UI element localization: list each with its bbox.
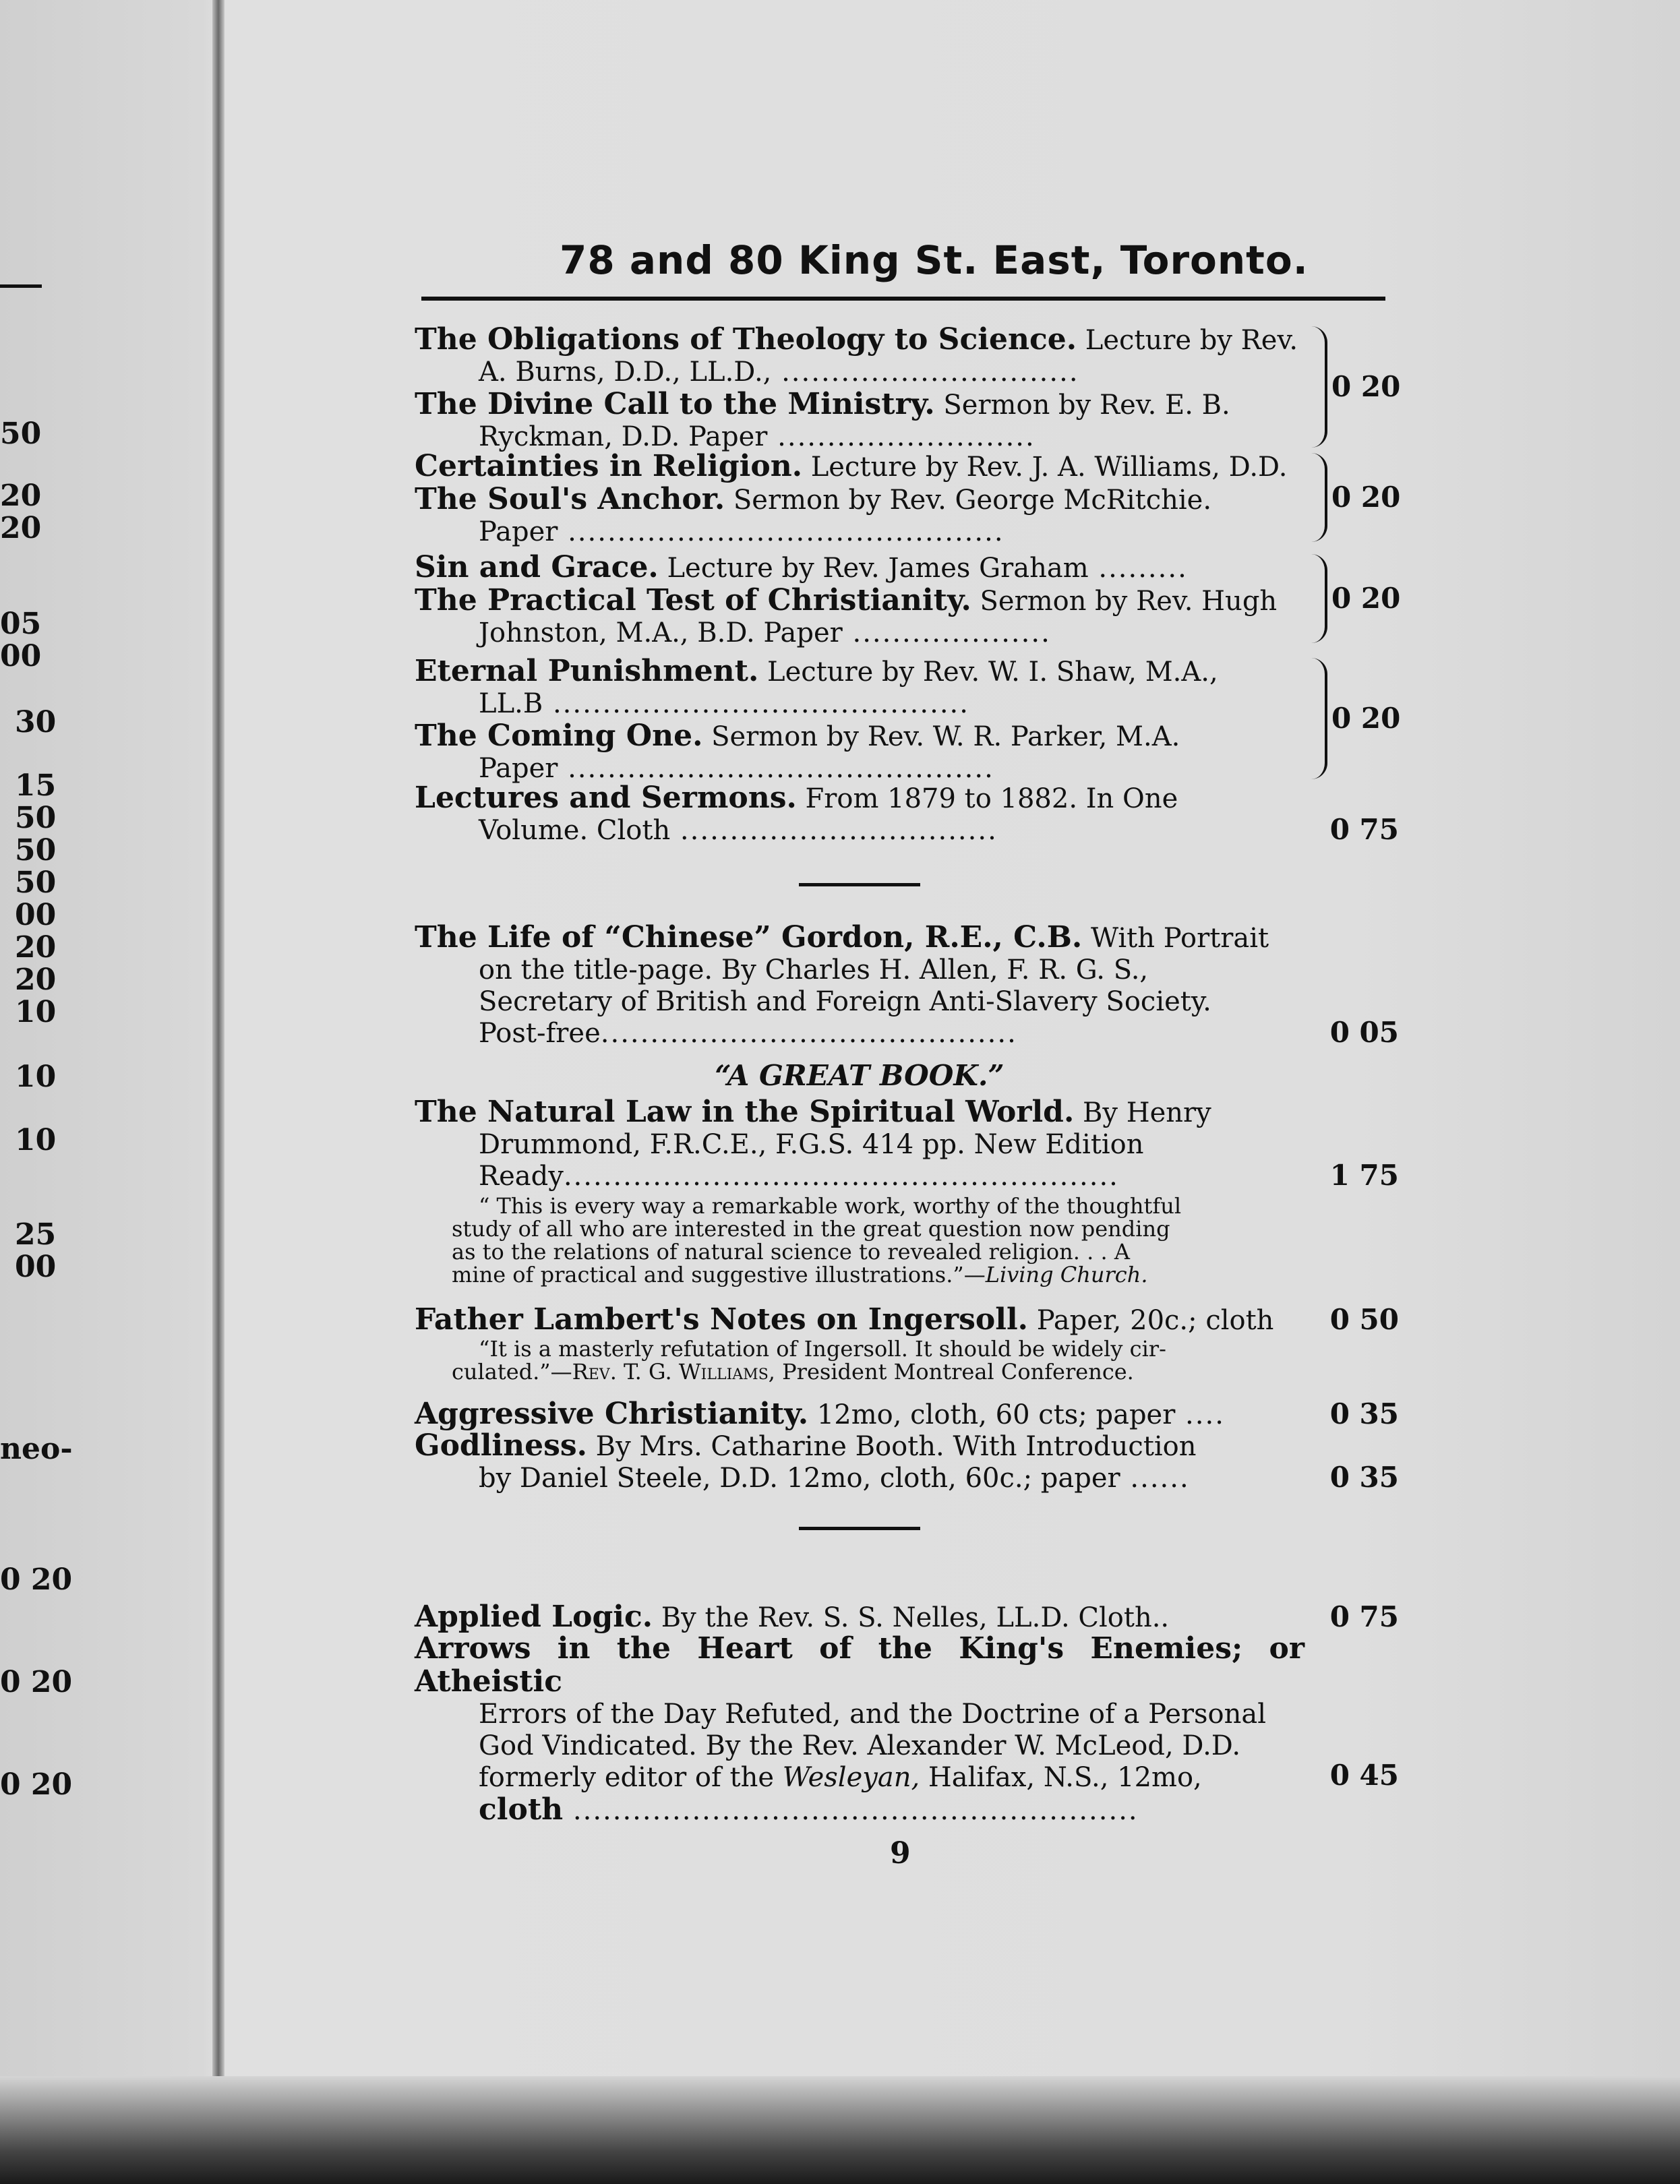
book-group: Sin and Grace. Lecture by Rev. James Graham ......... The Practical Test of Christianity. Sermon by Rev. Hugh Johnston, M.A., B.D. Paper .................... 0 20 <box>415 550 1401 648</box>
facing-price: 20 <box>0 479 42 513</box>
price: 0 35 <box>1329 1397 1399 1430</box>
book-entry: The Natural Law in the Spiritual World. By Henry Drummond, F.R.C.E., F.G.S. 414 pp. New Edition Ready........................................................ 1 75 <box>415 1095 1399 1192</box>
book-entry: Godliness. By Mrs. Catharine Booth. With Introduction by Daniel Steele, D.D. 12mo, cloth, 60c.; paper ...... 0 35 <box>415 1428 1399 1494</box>
section-separator <box>799 883 920 886</box>
book-entry: The Soul's Anchor. Sermon by Rev. George McRitchie. <box>415 482 1212 516</box>
price: 0 05 <box>1329 1016 1399 1049</box>
facing-price: 10 <box>15 995 57 1029</box>
price: 0 20 <box>1331 370 1401 403</box>
facing-price: 10 <box>15 1123 57 1157</box>
review-quote: “It is a masterly refutation of Ingersoll. It should be widely cir- culated.”—Rev. T. G. Williams, President Montreal Conference. <box>452 1336 1166 1385</box>
catalog-listing <box>415 322 1426 1827</box>
brace <box>1311 658 1327 779</box>
facing-price: 50 <box>15 801 57 835</box>
book-entry: The Life of “Chinese” Gordon, R.E., C.B. With Portrait on the title-page. By Charles H. Allen, F. R. G. S., Secretary of British and Foreign Anti-Slavery Society. Post-free.......................................... 0 05 <box>415 920 1399 1049</box>
facing-price: 20 <box>15 930 57 965</box>
facing-price: 20 <box>15 963 57 997</box>
review-quote: “ This is every way a remarkable work, worthy of the thoughtful study of all who are interested in the great question now pending as to the relations of natural science to revealed religion. . . A mine of practical and suggestive illustrations.”—Living Church. <box>452 1193 1182 1287</box>
book-entry: Eternal Punishment. Lecture by Rev. W. I. Shaw, M.A., <box>415 654 1218 688</box>
facing-price: 05 <box>0 607 42 641</box>
facing-price: 0 20 <box>0 1665 73 1699</box>
book-group: Eternal Punishment. Lecture by Rev. W. I. Shaw, M.A., LL.B .......................................... The Coming One. Sermon by Rev. W. R. Parker, M.A. Paper ........................................... 0 20 <box>415 654 1401 784</box>
book-entry: Father Lambert's Notes on Ingersoll. Paper, 20c.; cloth 0 50 <box>415 1302 1399 1337</box>
facing-price: 25 <box>15 1217 57 1252</box>
price: 0 35 <box>1329 1461 1399 1494</box>
book-entry: Arrows in the Heart of the King's Enemies; or Atheistic Errors of the Day Refuted, and the Doctrine of a Personal God Vindicated. By the Rev. Alexander W. McLeod, D.D. formerly editor of the Wesleyan, Halifax, N.S., 12mo, cloth ......................................................... 0 45 <box>415 1631 1399 1827</box>
book-entry: The Practical Test of Christianity. Sermon by Rev. Hugh <box>415 583 1278 617</box>
facing-price: 50 <box>15 866 57 900</box>
book-spine <box>212 0 224 2184</box>
price: 0 75 <box>1329 1600 1399 1633</box>
book-entry: Lectures and Sermons. From 1879 to 1882. In One Volume. Cloth ................................ 0 75 <box>415 781 1399 846</box>
price: 0 45 <box>1329 1759 1399 1792</box>
book-entry: Aggressive Christianity. 12mo, cloth, 60 cts; paper .... 0 35 <box>415 1397 1399 1431</box>
quote-source: Living Church. <box>985 1262 1148 1287</box>
facing-price: 00 <box>15 1250 57 1284</box>
quote-source: Rev. T. G. Williams, <box>572 1359 775 1385</box>
book-entry: Sin and Grace. Lecture by Rev. James Graham ......... <box>415 550 1188 584</box>
price: 0 20 <box>1331 582 1401 615</box>
facing-price: 50 <box>15 833 57 868</box>
brace <box>1311 326 1327 448</box>
brace <box>1311 453 1327 542</box>
price: 0 20 <box>1331 481 1401 514</box>
section-separator <box>799 1527 920 1530</box>
header-rule <box>421 297 1385 301</box>
page-number: 9 <box>890 1836 911 1871</box>
facing-price: 15 <box>15 768 57 803</box>
brace <box>1311 554 1327 643</box>
facing-word-fragment: neo- <box>0 1432 73 1466</box>
facing-price: 00 <box>15 898 57 932</box>
book-entry: The Divine Call to the Ministry. Sermon by Rev. E. B. <box>415 387 1230 421</box>
price: 0 50 <box>1329 1303 1399 1336</box>
book-entry: The Obligations of Theology to Science. Lecture by Rev. <box>415 322 1298 357</box>
page-header: 78 and 80 King St. East, Toronto. <box>560 237 1309 283</box>
book-group: Certainties in Religion. Lecture by Rev. J. A. Williams, D.D. The Soul's Anchor. Sermon by Rev. George McRitchie. Paper ............................................ 0 20 <box>415 449 1401 547</box>
facing-page-rule <box>0 284 42 288</box>
section-heading: “A GREAT BOOK.” <box>715 1059 1004 1092</box>
facing-price: 00 <box>0 639 42 673</box>
price: 0 75 <box>1329 813 1399 846</box>
facing-price: 0 20 <box>0 1563 73 1597</box>
facing-price: 0 20 <box>0 1767 73 1802</box>
book-entry: Certainties in Religion. Lecture by Rev. J. A. Williams, D.D. <box>415 449 1288 483</box>
price: 0 20 <box>1331 702 1401 735</box>
facing-price: 50 <box>0 417 42 451</box>
book-entry: Applied Logic. By the Rev. S. S. Nelles, LL.D. Cloth.. 0 75 <box>415 1600 1399 1634</box>
book-group: The Obligations of Theology to Science. Lecture by Rev. A. Burns, D.D., LL.D., .............................. The Divine Call to the Ministry. Sermon by Rev. E. B. Ryckman, D.D. Paper .......................... 0 20 <box>415 322 1401 452</box>
facing-price: 30 <box>15 705 57 739</box>
price: 1 75 <box>1329 1159 1399 1192</box>
facing-price: 10 <box>15 1060 57 1094</box>
facing-page-column <box>0 0 202 2022</box>
facing-price: 20 <box>0 511 42 545</box>
scan-edge <box>0 2076 1680 2184</box>
book-entry: The Coming One. Sermon by Rev. W. R. Parker, M.A. <box>415 719 1180 753</box>
